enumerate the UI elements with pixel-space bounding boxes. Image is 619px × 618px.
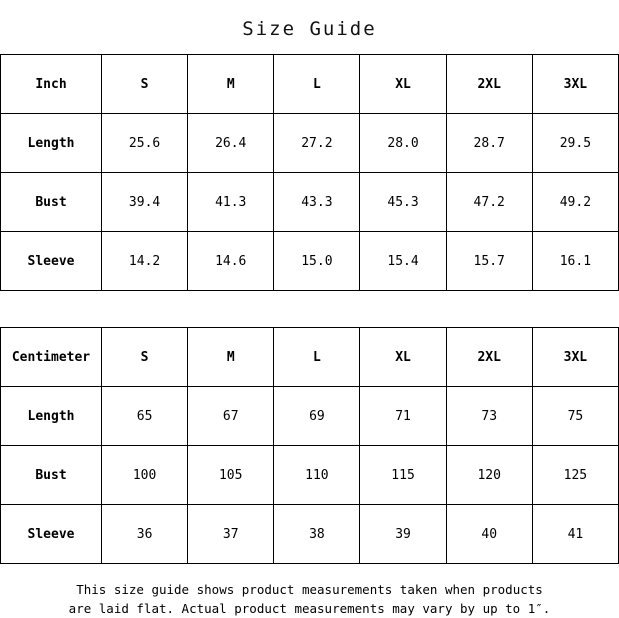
cell-sleeve-xl: 15.4	[360, 232, 446, 291]
cell-sleeve-s: 36	[102, 505, 188, 564]
column-header-s: S	[102, 55, 188, 114]
column-header-xl: XL	[360, 328, 446, 387]
disclaimer-line-1: This size guide shows product measurements taken when products	[76, 582, 543, 597]
cell-bust-xl: 115	[360, 446, 446, 505]
size-table-inch	[0, 54, 619, 291]
page-title: Size Guide	[242, 18, 377, 40]
cell-length-3xl: 29.5	[532, 114, 618, 173]
table-row	[1, 114, 619, 173]
table-row	[1, 505, 619, 564]
cell-sleeve-m: 14.6	[188, 232, 274, 291]
row-label-bust: Bust	[1, 446, 102, 505]
row-label-bust: Bust	[1, 173, 102, 232]
column-header-l: L	[274, 328, 360, 387]
column-header-2xl: 2XL	[446, 328, 532, 387]
cell-bust-m: 41.3	[188, 173, 274, 232]
table-row	[1, 387, 619, 446]
cell-sleeve-l: 38	[274, 505, 360, 564]
unit-label-inch: Inch	[1, 55, 102, 114]
table-spacer	[0, 291, 619, 327]
table-row	[1, 173, 619, 232]
cell-bust-m: 105	[188, 446, 274, 505]
cell-length-s: 25.6	[102, 114, 188, 173]
cell-length-s: 65	[102, 387, 188, 446]
cell-sleeve-l: 15.0	[274, 232, 360, 291]
column-header-3xl: 3XL	[532, 55, 618, 114]
cell-length-m: 26.4	[188, 114, 274, 173]
column-header-m: M	[188, 55, 274, 114]
column-header-2xl: 2XL	[446, 55, 532, 114]
cell-sleeve-2xl: 40	[446, 505, 532, 564]
size-table-centimeter	[0, 327, 619, 564]
table-row	[1, 232, 619, 291]
cell-sleeve-s: 14.2	[102, 232, 188, 291]
row-label-sleeve: Sleeve	[1, 505, 102, 564]
cell-bust-2xl: 120	[446, 446, 532, 505]
cell-bust-xl: 45.3	[360, 173, 446, 232]
column-header-3xl: 3XL	[532, 328, 618, 387]
cell-length-2xl: 28.7	[446, 114, 532, 173]
cell-sleeve-xl: 39	[360, 505, 446, 564]
cell-sleeve-m: 37	[188, 505, 274, 564]
table-header-row	[1, 328, 619, 387]
unit-label-centimeter: Centimeter	[1, 328, 102, 387]
cell-sleeve-3xl: 16.1	[532, 232, 618, 291]
cell-length-xl: 71	[360, 387, 446, 446]
cell-length-m: 67	[188, 387, 274, 446]
cell-bust-3xl: 49.2	[532, 173, 618, 232]
cell-sleeve-2xl: 15.7	[446, 232, 532, 291]
cell-bust-s: 39.4	[102, 173, 188, 232]
column-header-xl: XL	[360, 55, 446, 114]
cell-length-2xl: 73	[446, 387, 532, 446]
column-header-m: M	[188, 328, 274, 387]
row-label-length: Length	[1, 114, 102, 173]
column-header-l: L	[274, 55, 360, 114]
table-row	[1, 446, 619, 505]
cell-bust-l: 43.3	[274, 173, 360, 232]
cell-sleeve-3xl: 41	[532, 505, 618, 564]
cell-length-l: 69	[274, 387, 360, 446]
cell-length-3xl: 75	[532, 387, 618, 446]
cell-bust-2xl: 47.2	[446, 173, 532, 232]
row-label-sleeve: Sleeve	[1, 232, 102, 291]
disclaimer-line-2: are laid flat. Actual product measurements may vary by up to 1″.	[68, 601, 551, 616]
table-header-row	[1, 55, 619, 114]
cell-bust-3xl: 125	[532, 446, 618, 505]
cell-length-xl: 28.0	[360, 114, 446, 173]
column-header-s: S	[102, 328, 188, 387]
cell-bust-s: 100	[102, 446, 188, 505]
disclaimer-note	[0, 564, 619, 618]
row-label-length: Length	[1, 387, 102, 446]
cell-length-l: 27.2	[274, 114, 360, 173]
cell-bust-l: 110	[274, 446, 360, 505]
